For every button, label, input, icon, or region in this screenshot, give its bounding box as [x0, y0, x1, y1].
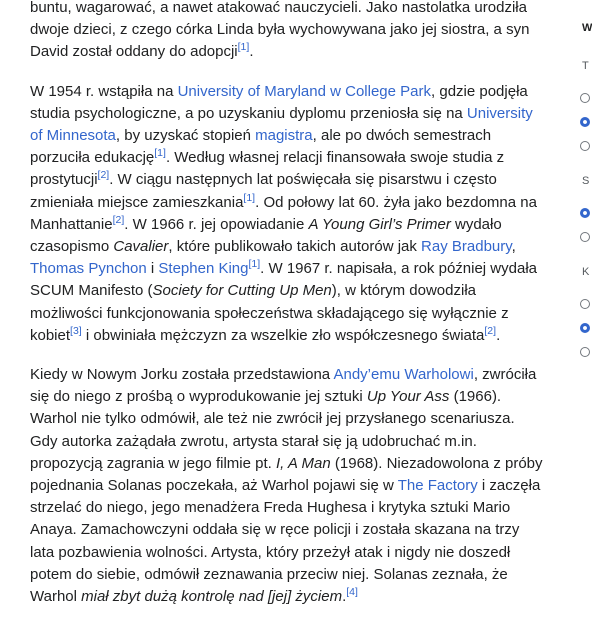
title-society-for-cutting-up-men: Society for Cutting Up Men — [152, 282, 332, 300]
paragraph-studies: W 1954 r. wstąpiła na University of Maryland w College Park, gdzie podjęła studia psychologiczne, a po uzyskaniu dyplomu przeniosła się na University of Minnesota, by uzyskać stopień magistra, ale po dwóch semestrach porzuciła edukację[1]. Według własnej relacji finansowała swoje studia z prostytucji[2]. W ciągu następnych lat poświęcała się pisarstwu i często zmieniała miejsce zamieszkania[1]. Od połowy lat 60. żyła jako bezdomna na Manhattanie[2]. W 1966 r. jej opowiadanie A Young Girl’s Primer wydało czasopismo Cavalier, które publikowało takich autorów jak Ray Bradbury, Thomas Pynchon i Stephen King[1]. W 1967 r. napisała, a rok później wydała SCUM Manifesto (Society for Cutting Up Men), w którym dowodziła możliwości funkcjonowania społeczeństwa składającego się wyłącznie z kobiet[3] i obwiniała mężczyzn za wszelkie zło współczesnego świata[2]. — [30, 82, 537, 344]
radio-option-2b[interactable] — [580, 232, 590, 242]
reference-4[interactable]: [4] — [346, 586, 358, 599]
article-body — [30, 0, 545, 625]
paragraph-early-life: buntu, wagarować, a nawet atakować nauczycieli. Jako nastolatka urodziła dwoje dzieci, z czego córka Linda była wychowywana jako jej siostra, a syn David został oddany do adopcji[1]. — [30, 0, 530, 61]
title-a-young-girls-primer: A Young Girl’s Primer — [308, 215, 451, 233]
link-andy-warhol[interactable]: Andy’emu Warholowi — [333, 366, 474, 384]
side-section-label-2: S — [582, 175, 590, 187]
reference-1[interactable]: [1] — [243, 191, 256, 204]
reference-1[interactable]: [1] — [237, 41, 250, 54]
title-cavalier: Cavalier — [113, 238, 169, 256]
radio-option-1b[interactable] — [580, 117, 590, 127]
reference-2[interactable]: [2] — [112, 213, 125, 226]
title-up-your-ass: Up Your Ass — [366, 388, 450, 406]
reference-1[interactable]: [1] — [248, 258, 261, 271]
radio-option-3c[interactable] — [580, 347, 590, 357]
side-section-label-1: T — [582, 60, 589, 72]
radio-option-1a[interactable] — [580, 93, 590, 103]
reference-2[interactable]: [2] — [484, 324, 497, 337]
reference-2[interactable]: [2] — [97, 169, 110, 182]
appearance-side-panel — [568, 0, 592, 600]
quote-control: miał zbyt dużą kontrolę nad [jej] życiem — [81, 588, 343, 606]
link-ray-bradbury[interactable]: Ray Bradbury — [421, 238, 512, 256]
link-the-factory[interactable]: The Factory — [397, 477, 478, 495]
link-thomas-pynchon[interactable]: Thomas Pynchon — [30, 260, 147, 278]
link-magistra[interactable]: magistra — [255, 127, 313, 145]
radio-option-3a[interactable] — [580, 299, 590, 309]
paragraph-warhol: Kiedy w Nowym Jorku została przedstawiona Andy’emu Warholowi, zwróciła się do niego z prośbą o wyprodukowanie jej sztuki Up Your Ass (1966). Warhol nie tylko odmówił, ale też nie zwrócił jej przysłanego scenariusza. Gdy autorka zażądała zwrotu, artysta starał się ją udobruchać m.in. propozycją zagrania w jego filmie pt. I, A Man (1968). Niezadowolona z próby pojednania Solanas poczekała, aż Warhol pojawi się w The Factory i zaczęła strzelać do niego, jego menadżera Freda Hughesa i krytyka sztuki Mario Anaya. Zamachowczyni oddała się w ręce policji i została skazana na trzy lata pozbawienia wolności. Artysta, który przeżył atak i nigdy nie doszedł potem do siebie, odmówił zeznawania przeciw niej. Solanas zeznała, że Warhol miał zbyt dużą kontrolę nad [jej] życiem.[4] — [30, 366, 543, 606]
radio-option-3b[interactable] — [580, 323, 590, 333]
link-university-of-maryland[interactable]: University of Maryland w College Park — [177, 82, 432, 100]
reference-3[interactable]: [3] — [70, 324, 82, 337]
link-stephen-king[interactable]: Stephen King — [158, 260, 249, 278]
link-university-of-minnesota[interactable]: University of Minnesota — [30, 104, 533, 145]
title-i-a-man: I, A Man — [275, 454, 331, 472]
side-section-label-3: K — [582, 266, 590, 278]
side-panel-heading: W — [582, 22, 592, 34]
radio-option-1c[interactable] — [580, 141, 590, 151]
reference-1[interactable]: [1] — [154, 147, 166, 160]
radio-option-2a[interactable] — [580, 208, 590, 218]
